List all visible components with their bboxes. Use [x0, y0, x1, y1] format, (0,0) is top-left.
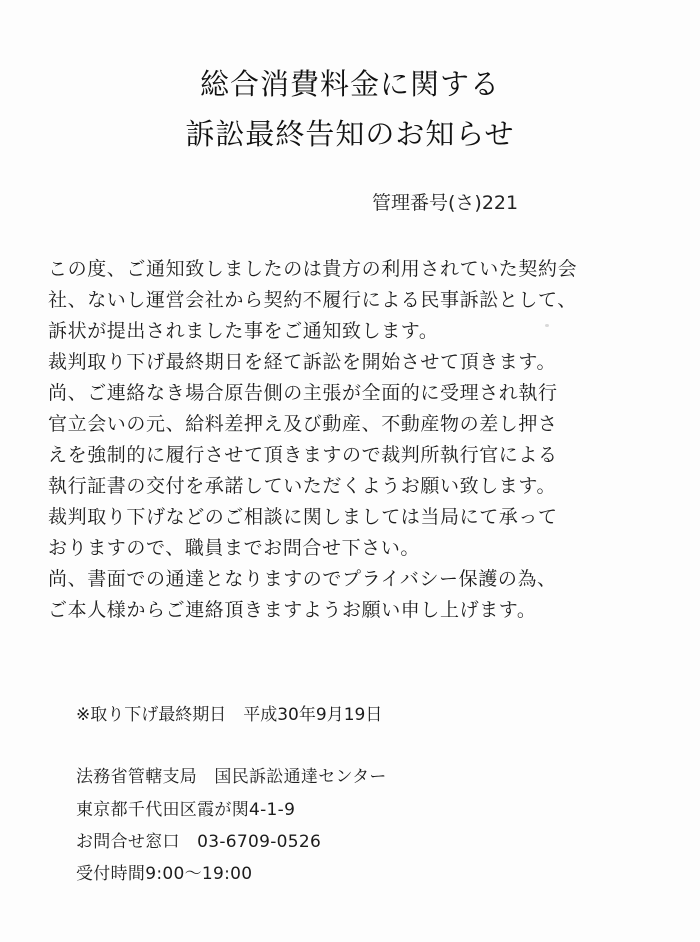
body-line: えを強制的に履行させて頂きますので裁判所執行官による	[48, 444, 558, 466]
sender-organization: 法務省管轄支局 国民訴訟通達センター	[76, 767, 387, 787]
body-line: この度、ご通知致しましたのは貴方の利用されていた契約会	[48, 258, 578, 280]
body-line: 訴状が提出されました事をご通知致します。	[48, 320, 439, 342]
sender-address: 東京都千代田区霞が関4-1-9	[76, 800, 296, 820]
body-line: 社、ないし運営会社から契約不履行による民事訴訟として、	[48, 289, 577, 311]
scan-speck	[545, 324, 549, 327]
body-line: おりますので、職員までお問合せ下さい。	[48, 537, 421, 559]
sender-contact: お問合せ窓口 03-6709-0526	[76, 832, 322, 852]
document-title-line-1: 総合消費料金に関する	[199, 67, 500, 101]
management-number: 管理番号(さ)221	[372, 192, 519, 214]
body-line: ご本人様からご連絡頂きますようお願い申し上げます。	[48, 599, 537, 621]
body-line: 尚、ご連絡なき場合原告側の主張が全面的に受理され執行	[48, 382, 558, 404]
body-line: 裁判取り下げなどのご相談に関しましては当局にて承って	[48, 506, 558, 528]
document-title-line-2: 訴訟最終告知のお知らせ	[185, 117, 515, 151]
sender-hours: 受付時間9:00～19:00	[76, 864, 253, 884]
deadline-note: ※取り下げ最終期日 平成30年9月19日	[76, 705, 383, 725]
body-line: 尚、書面での通達となりますのでプライバシー保護の為、	[48, 568, 557, 590]
body-line: 官立会いの元、給料差押え及び動産、不動産物の差し押さ	[48, 413, 558, 435]
body-line: 執行証書の交付を承諾していただくようお願い致します。	[48, 475, 557, 497]
body-line: 裁判取り下げ最終期日を経て訴訟を開始させて頂きます。	[48, 351, 557, 373]
